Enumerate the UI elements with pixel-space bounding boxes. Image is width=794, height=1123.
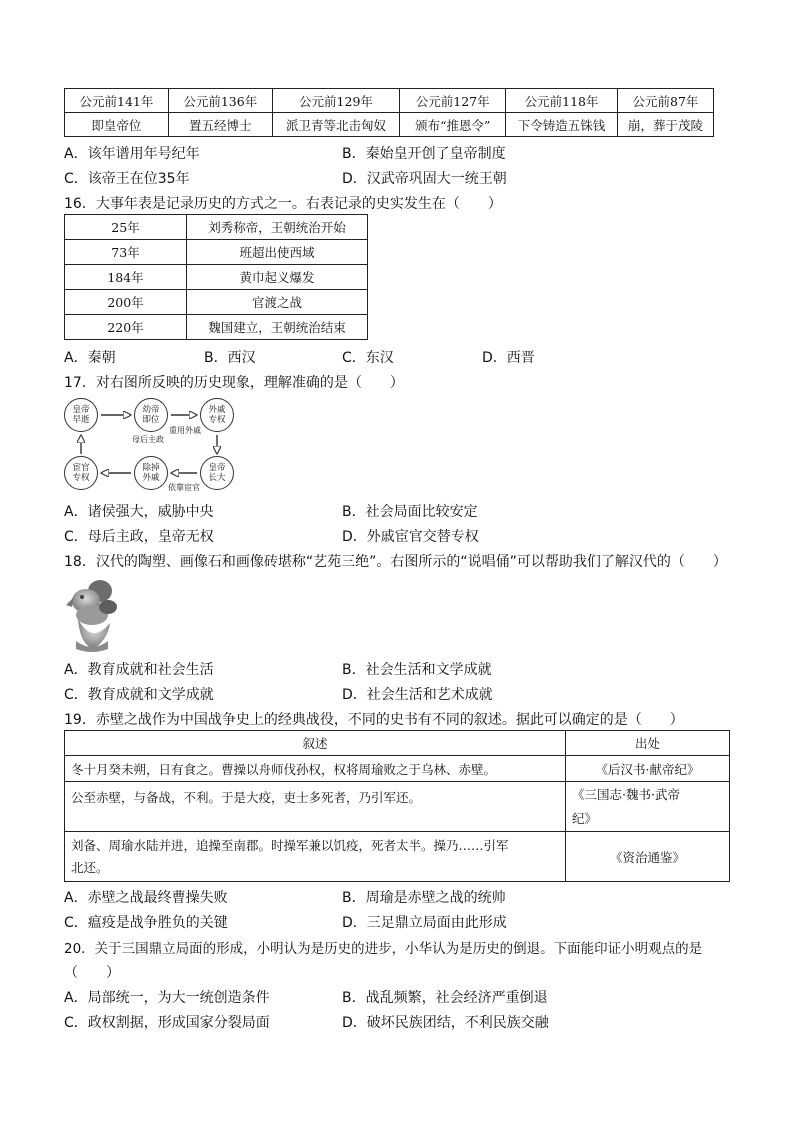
q17-option-b[interactable]: B．社会局面比较安定 <box>342 504 478 520</box>
q18-option-d[interactable]: D．社会生活和艺术成就 <box>342 687 493 703</box>
node-consort-power: 外戚 专权 <box>200 398 234 432</box>
label-rely-eunuch: 依靠宦官 <box>168 483 200 492</box>
table-header-row <box>65 731 730 756</box>
q20-option-b[interactable]: B．战乱频繁，社会经济严重倒退 <box>342 990 548 1006</box>
table-row <box>65 832 730 882</box>
header-narration: 叙述 <box>65 731 566 756</box>
q20-option-d[interactable]: D．破坏民族团结，不利民族交融 <box>342 1015 549 1031</box>
label-regent: 母后主政 <box>132 435 164 444</box>
q16-stem: 16．大事年表是记录历史的方式之一。右表记录的史实发生在（ ） <box>64 196 502 212</box>
q16-option-a[interactable]: A．秦朝 <box>64 350 116 366</box>
q19-option-a[interactable]: A．赤壁之战最终曹操失败 <box>64 890 228 906</box>
table-row <box>65 782 730 832</box>
node-eunuch-power: 宦官 专权 <box>64 456 98 490</box>
storyteller-figurine-image <box>64 575 126 653</box>
table-row <box>65 265 368 290</box>
q18-option-a[interactable]: A．教育成就和社会生活 <box>64 662 214 678</box>
table-cell: 颁布“推恩令” <box>400 113 506 137</box>
table-cell: 即皇帝位 <box>65 113 169 137</box>
q20-option-c[interactable]: C．政权割据，形成国家分裂局面 <box>64 1015 270 1031</box>
q19-option-d[interactable]: D．三足鼎立局面由此形成 <box>342 915 507 931</box>
header-source: 出处 <box>566 731 730 756</box>
table-row <box>65 89 714 113</box>
table-cell: 220年 <box>65 315 187 340</box>
node-child-emperor: 幼帝 即位 <box>134 398 168 432</box>
timeline-table <box>64 88 714 137</box>
source-line-2: 纪》 <box>572 810 598 826</box>
table-row <box>65 315 368 340</box>
q18-stem: 18．汉代的陶塑、画像石和画像砖堪称“艺苑三绝”。右图所示的“说唱俑”可以帮助我们了解汉代的（ ） <box>64 554 727 570</box>
table-cell: 官渡之战 <box>187 290 368 315</box>
table-cell: 公元前118年 <box>506 89 618 113</box>
q18-option-b[interactable]: B．社会生活和文学成就 <box>342 662 492 678</box>
q20-stem-blank: （ ） <box>64 965 120 981</box>
table-cell <box>566 782 730 832</box>
table-cell: 公元前127年 <box>400 89 506 113</box>
label-rely-consort: 重用外戚 <box>169 426 201 435</box>
node-emperor-grows: 皇帝 长大 <box>200 456 234 490</box>
table-cell: 73年 <box>65 240 187 265</box>
q16-option-b[interactable]: B．西汉 <box>204 350 256 366</box>
table-row <box>65 290 368 315</box>
q18-option-c[interactable]: C．教育成就和文学成就 <box>64 687 214 703</box>
source-line-1: 《三国志·魏书·武帝 <box>572 786 680 802</box>
table-row <box>65 756 730 782</box>
q15-option-d[interactable]: D．汉武帝巩固大一统王朝 <box>342 171 507 187</box>
q20-option-a[interactable]: A．局部统一，为大一统创造条件 <box>64 990 270 1006</box>
table-row <box>65 113 714 137</box>
q19-option-b[interactable]: B．周瑜是赤壁之战的统帅 <box>342 890 506 906</box>
table-cell: 184年 <box>65 265 187 290</box>
table-cell: 《后汉书·献帝纪》 <box>566 756 730 782</box>
q17-option-d[interactable]: D．外戚宦官交替专权 <box>342 529 479 545</box>
table-cell: 200年 <box>65 290 187 315</box>
cycle-arrows <box>64 398 244 492</box>
table-cell: 《资治通鉴》 <box>566 832 730 882</box>
table-cell: 置五经博士 <box>168 113 272 137</box>
power-cycle-diagram <box>64 398 244 492</box>
q17-option-a[interactable]: A．诸侯强大，威胁中央 <box>64 504 214 520</box>
table-cell: 魏国建立，王朝统治结束 <box>187 315 368 340</box>
table-cell: 黄巾起义爆发 <box>187 265 368 290</box>
table-cell: 刘秀称帝，王朝统治开始 <box>187 215 368 240</box>
table-cell: 公元前87年 <box>617 89 713 113</box>
narration-line-2: 北还。 <box>71 859 109 875</box>
table-cell: 崩，葬于茂陵 <box>617 113 713 137</box>
q16-option-d[interactable]: D．西晋 <box>482 350 535 366</box>
table-cell: 公至赤壁，与备战，不利。于是大疫，吏士多死者，乃引军还。 <box>65 782 566 832</box>
table-cell: 冬十月癸未朔，日有食之。曹操以舟师伐孙权，权将周瑜败之于乌林、赤壁。 <box>65 756 566 782</box>
table-cell: 派卫青等北击匈奴 <box>272 113 400 137</box>
table-cell: 公元前141年 <box>65 89 169 113</box>
q15-option-b[interactable]: B．秦始皇开创了皇帝制度 <box>342 146 506 162</box>
table-cell: 公元前129年 <box>272 89 400 113</box>
table-cell: 下令铸造五铢钱 <box>506 113 618 137</box>
node-emperor-dies: 皇帝 早逝 <box>64 398 98 432</box>
q19-stem: 19．赤壁之战作为中国战争史上的经典战役，不同的史书有不同的叙述。据此可以确定的是（ ） <box>64 712 684 728</box>
table-row <box>65 215 368 240</box>
table-cell <box>65 832 566 882</box>
sources-table <box>64 730 730 882</box>
q17-option-c[interactable]: C．母后主政，皇帝无权 <box>64 529 214 545</box>
table-cell: 公元前136年 <box>168 89 272 113</box>
chronology-table <box>64 214 368 340</box>
q19-option-c[interactable]: C．瘟疫是战争胜负的关键 <box>64 915 228 931</box>
q20-stem: 20．关于三国鼎立局面的形成，小明认为是历史的进步，小华认为是历史的倒退。下面能印证小明观点的是 <box>64 941 703 957</box>
q15-option-c[interactable]: C．该帝王在位35年 <box>64 171 190 187</box>
q16-option-c[interactable]: C．东汉 <box>342 350 394 366</box>
node-remove-consort: 除掉 外戚 <box>134 456 168 490</box>
narration-line-1: 刘备、周瑜水陆并进，追操至南郡。时操军兼以饥疫，死者太半。操乃……引军 <box>71 837 509 853</box>
table-cell: 班超出使西域 <box>187 240 368 265</box>
table-row <box>65 240 368 265</box>
q17-stem: 17．对右图所反映的历史现象，理解准确的是（ ） <box>64 375 404 391</box>
table-cell: 25年 <box>65 215 187 240</box>
q15-option-a[interactable]: A．该年谱用年号纪年 <box>64 146 200 162</box>
